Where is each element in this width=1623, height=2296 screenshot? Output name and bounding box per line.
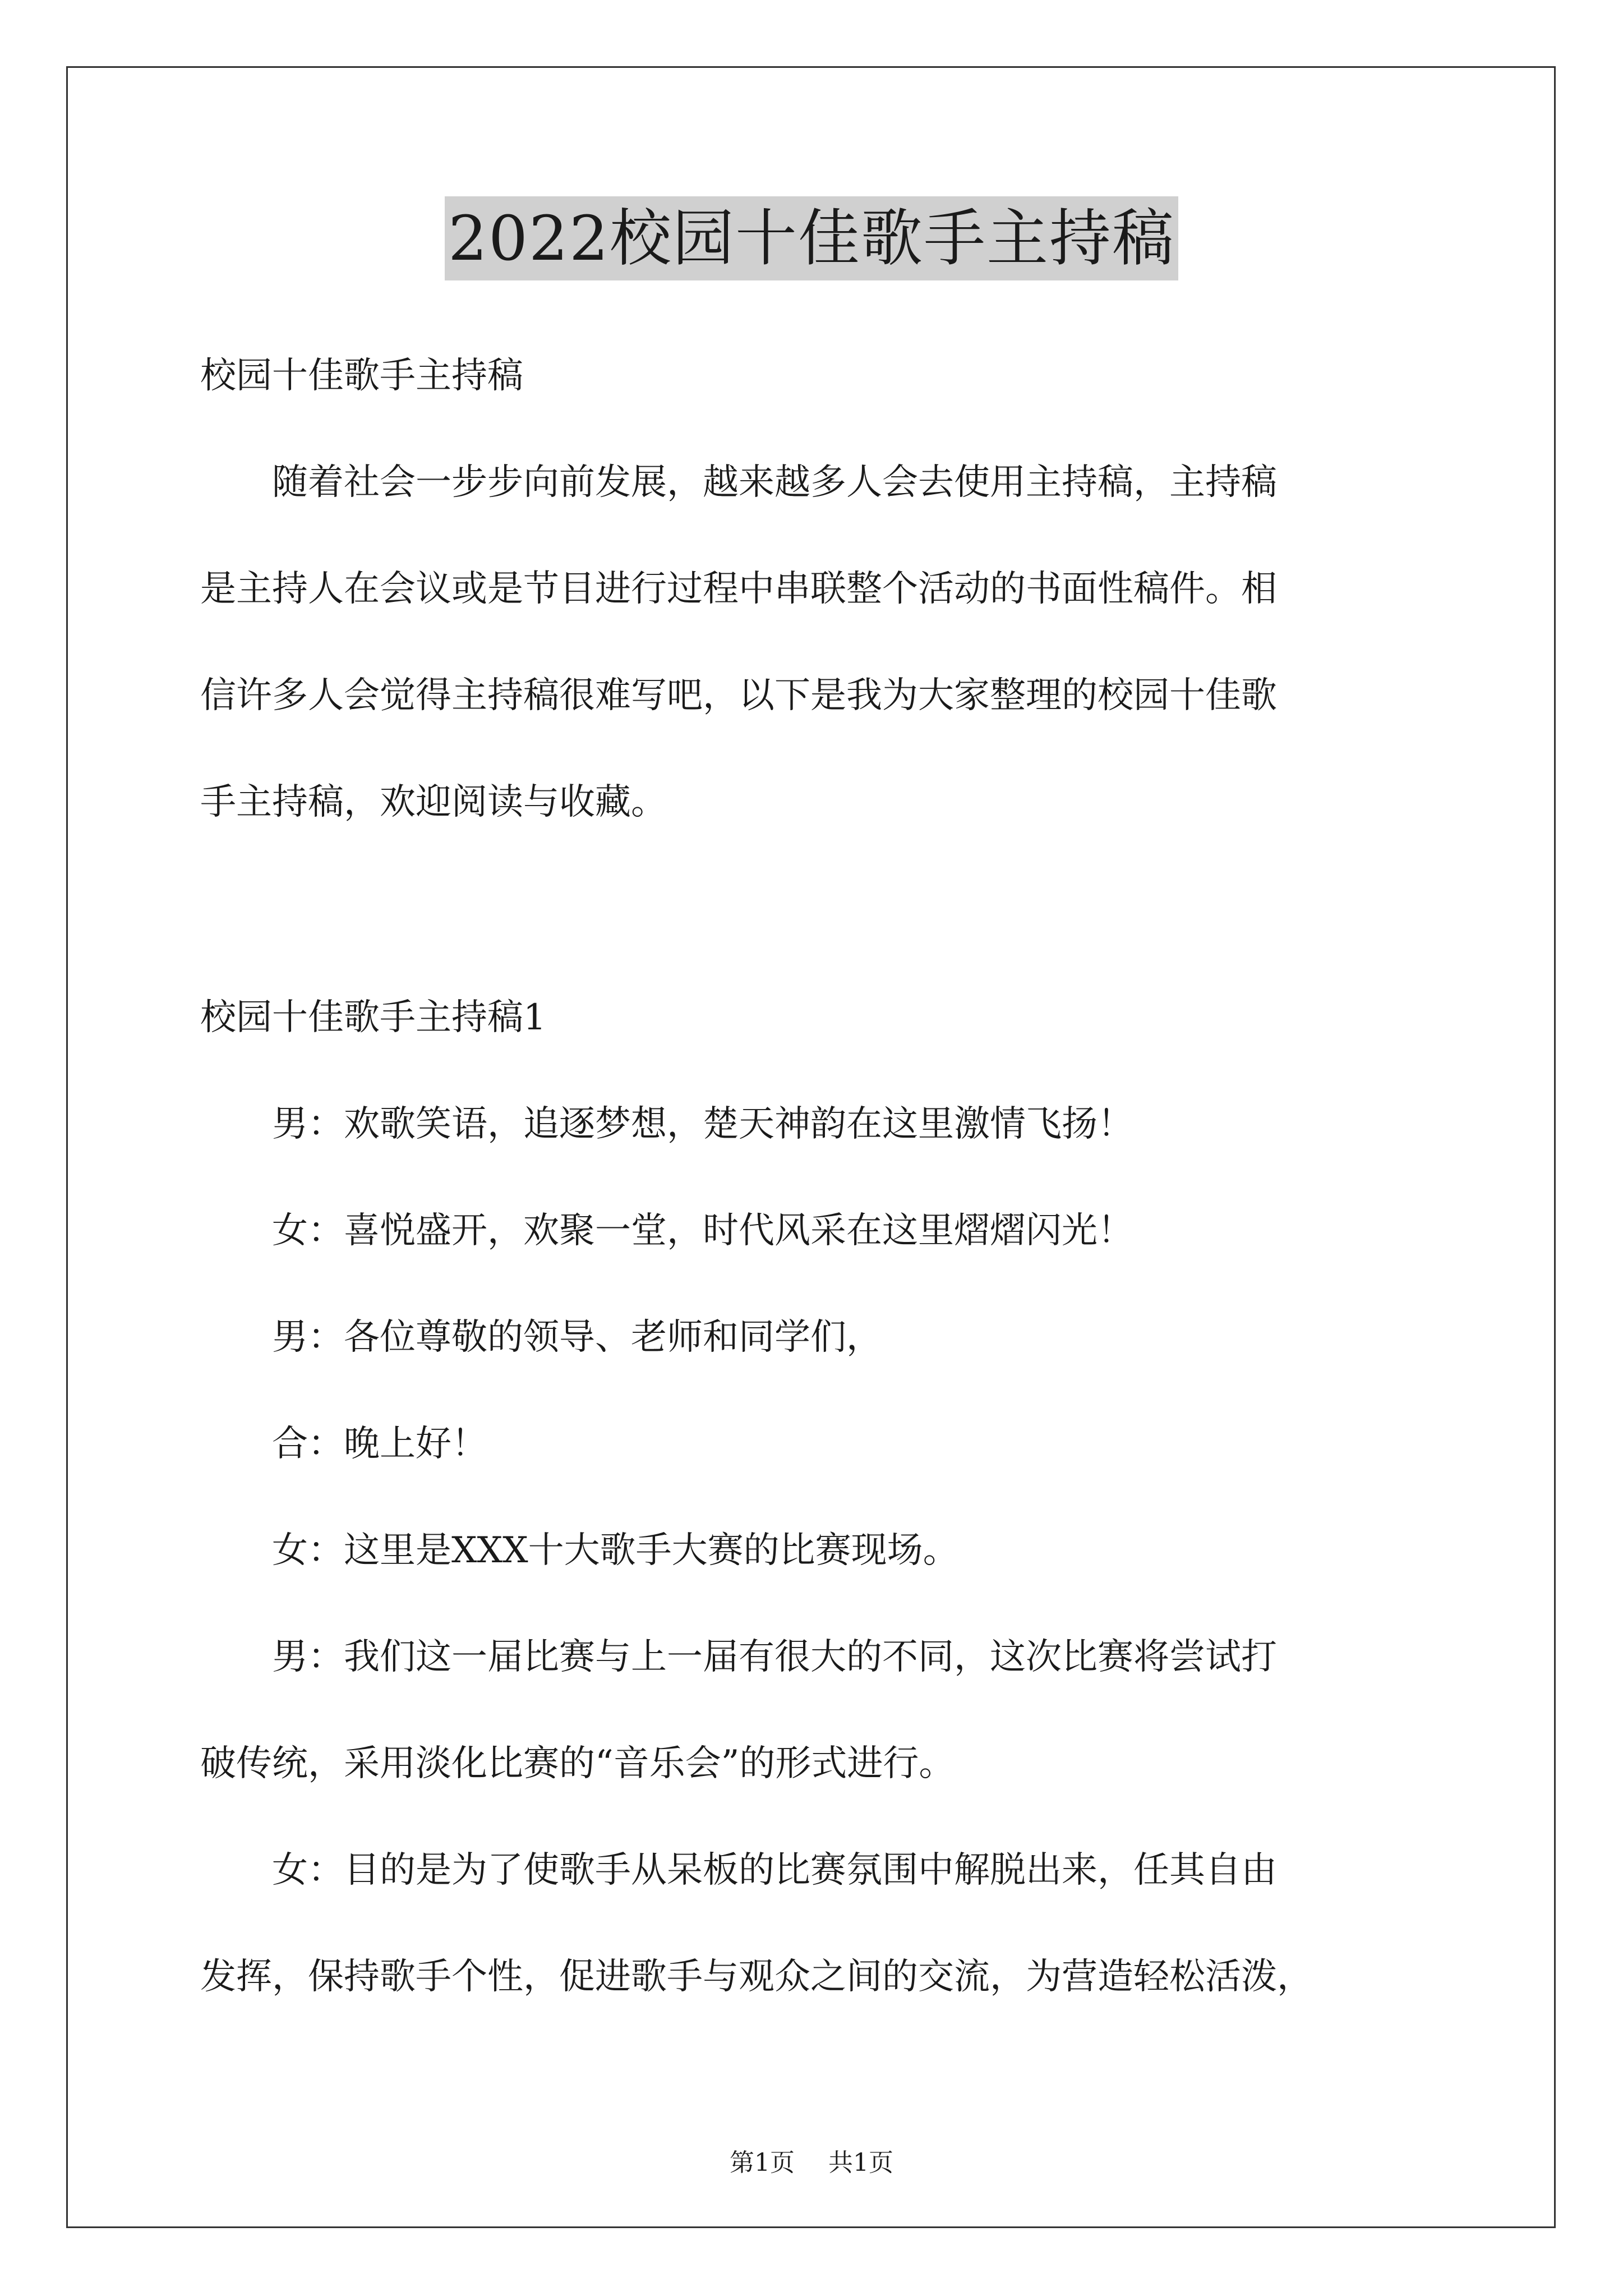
dialogue-line: 男：欢歌笑语，追逐梦想，楚天神韵在这里激情飞扬！ [200, 1103, 1133, 1145]
dialogue-line: 女：这里是XXX十大歌手大赛的比赛现场。 [200, 1530, 959, 1571]
dialogue-line: 男：各位尊敬的领导、老师和同学们， [200, 1317, 882, 1358]
paragraph-line: 手主持稿，欢迎阅读与收藏。 [200, 781, 667, 823]
page-count: 共1页 [828, 2148, 893, 2177]
dialogue-line: 男：我们这一届比赛与上一届有很大的不同，这次比赛将尝试打 [200, 1636, 1277, 1678]
page-number: 第1页 [730, 2148, 795, 2177]
dialogue-line: 合：晚上好！ [200, 1423, 487, 1465]
paragraph-line: 是主持人在会议或是节目进行过程中串联整个活动的书面性稿件。相 [200, 568, 1277, 610]
page-footer [0, 2146, 1623, 2180]
paragraph-line: 随着社会一步步向前发展，越来越多人会去使用主持稿，主持稿 [200, 462, 1277, 503]
document-title: 2022校园十佳歌手主持稿 [445, 196, 1178, 280]
dialogue-line: 女：目的是为了使歌手从呆板的比赛氛围中解脱出来，任其自由 [200, 1849, 1277, 1891]
paragraph-line: 信许多人会觉得主持稿很难写吧，以下是我为大家整理的校园十佳歌 [200, 675, 1277, 716]
section-heading: 校园十佳歌手主持稿 [200, 355, 523, 397]
dialogue-line: 发挥，保持歌手个性，促进歌手与观众之间的交流，为营造轻松活泼， [200, 1956, 1313, 1998]
section-heading: 校园十佳歌手主持稿1 [200, 997, 546, 1038]
dialogue-line: 女：喜悦盛开，欢聚一堂，时代风采在这里熠熠闪光！ [200, 1210, 1133, 1251]
title-container [0, 196, 1623, 280]
dialogue-line: 破传统，采用淡化比赛的“音乐会”的形式进行。 [200, 1743, 955, 1784]
